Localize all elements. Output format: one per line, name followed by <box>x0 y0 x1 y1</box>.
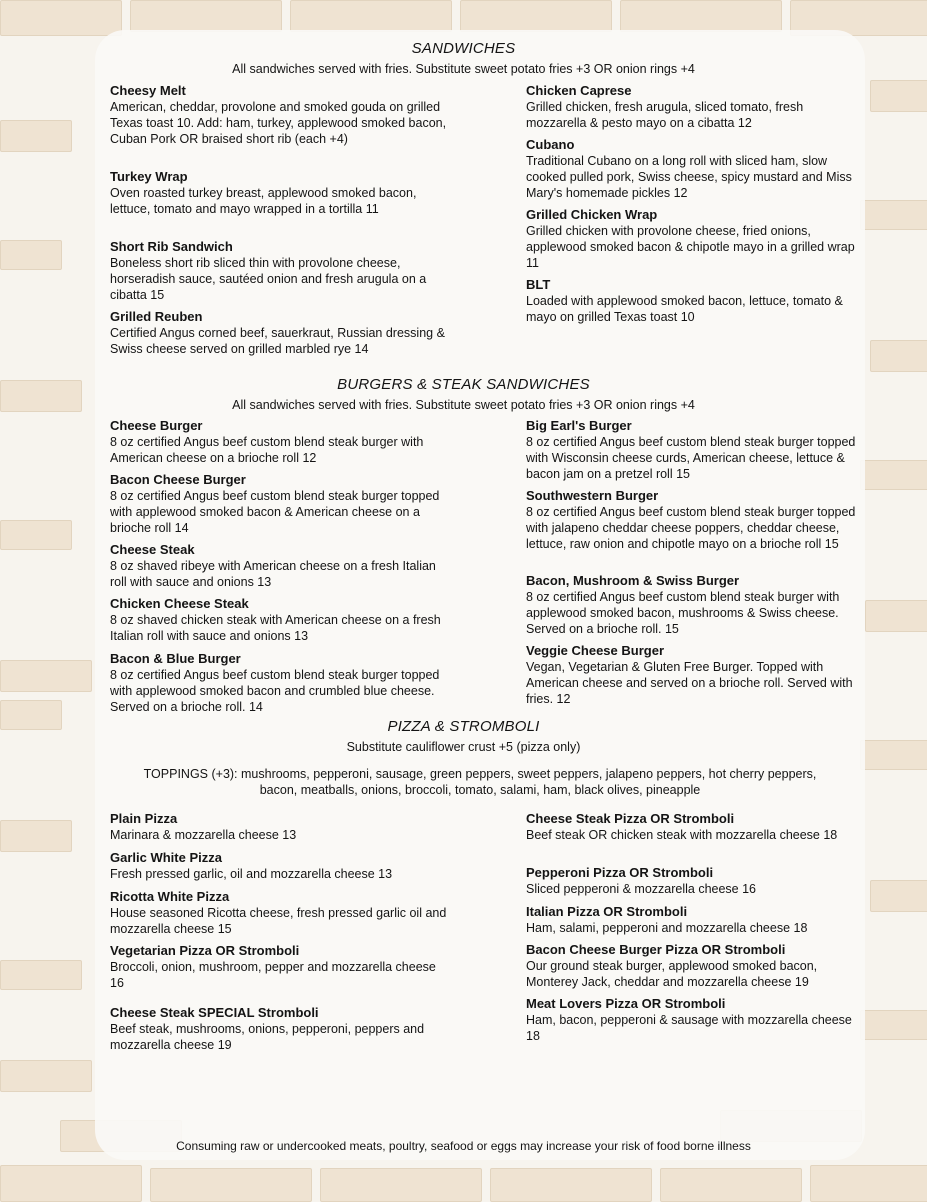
toppings-line: bacon, meatballs, onions, broccoli, tomato, salami, ham, black olives, pineapple <box>259 783 701 797</box>
item-description: Sliced pepperoni & mozzarella cheese 16 <box>526 882 756 896</box>
menu-item <box>110 1005 450 1053</box>
item-description: Broccoli, onion, mushroom, pepper and mozzarella cheese 16 <box>110 960 436 991</box>
menu-item <box>110 472 450 537</box>
item-name: Cubano <box>526 137 575 152</box>
menu-item <box>110 239 450 304</box>
item-name: Cheese Burger <box>110 418 203 433</box>
item-name: Cheese Steak Pizza OR Stromboli <box>526 811 735 826</box>
menu-item <box>526 942 866 990</box>
item-name: BLT <box>526 277 551 292</box>
item-description: Beef steak OR chicken steak with mozzarella cheese 18 <box>526 828 838 842</box>
item-description: Grilled chicken, fresh arugula, sliced tomato, fresh mozzarella & pesto mayo on a cibatta 12 <box>526 100 804 131</box>
item-description: Oven roasted turkey breast, applewood smoked bacon, lettuce, tomato and mayo wrapped in a tortilla 11 <box>110 186 417 217</box>
section-note-sandwiches: All sandwiches served with fries. Substitute sweet potato fries +3 OR onion rings +4 <box>232 62 695 76</box>
item-name: Grilled Chicken Wrap <box>526 207 658 222</box>
item-description: Traditional Cubano on a long roll with sliced ham, slow cooked pulled pork, Swiss cheese, spicy mustard and Miss Mary's homemade pickles 12 <box>526 154 852 201</box>
item-name: Plain Pizza <box>110 811 178 826</box>
item-description: 8 oz shaved ribeye with American cheese on a fresh Italian roll with sauce and onions 13 <box>110 559 436 590</box>
item-description: Certified Angus corned beef, sauerkraut, Russian dressing & Swiss cheese served on grilled marbled rye 14 <box>110 326 445 357</box>
toppings-list <box>110 766 850 798</box>
item-name: Garlic White Pizza <box>110 850 222 865</box>
item-description: Ham, bacon, pepperoni & sausage with mozzarella cheese 18 <box>526 1013 852 1044</box>
item-description: 8 oz certified Angus beef custom blend steak burger with applewood smoked bacon, mushrooms & Swiss cheese. Served on a brioche roll. 15 <box>526 590 840 637</box>
menu-item <box>526 811 866 843</box>
item-description: 8 oz certified Angus beef custom blend steak burger topped with jalapeno cheddar cheese poppers, cheddar cheese, lettuce, raw onion and chipotle mayo on a brioche roll 15 <box>526 505 856 552</box>
item-name: Cheesy Melt <box>110 83 186 98</box>
menu-item <box>110 83 450 148</box>
menu-item <box>110 651 450 716</box>
menu-item <box>526 83 866 131</box>
menu-item <box>110 542 450 590</box>
item-description: Beef steak, mushrooms, onions, pepperoni, peppers and mozzarella cheese 19 <box>110 1022 425 1053</box>
item-name: Grilled Reuben <box>110 309 203 324</box>
menu-item <box>526 865 866 897</box>
item-description: Fresh pressed garlic, oil and mozzarella cheese 13 <box>110 867 393 881</box>
item-description: Marinara & mozzarella cheese 13 <box>110 828 297 842</box>
item-description: House seasoned Ricotta cheese, fresh pressed garlic oil and mozzarella cheese 15 <box>110 906 447 937</box>
menu-item <box>110 596 450 644</box>
menu-item <box>110 169 450 217</box>
section-note-pizza: Substitute cauliflower crust +5 (pizza only) <box>346 740 581 754</box>
item-description: 8 oz certified Angus beef custom blend steak burger topped with applewood smoked bacon and crumbled blue cheese. Served on a brioche roll. 14 <box>110 668 440 715</box>
menu-item <box>526 488 866 553</box>
menu-item <box>526 207 866 272</box>
section-title-burgers: BURGERS & STEAK SANDWICHES <box>337 376 590 393</box>
item-description: Grilled chicken with provolone cheese, fried onions, applewood smoked bacon & chipotle mayo in a grilled wrap 11 <box>526 224 855 271</box>
section-note-burgers: All sandwiches served with fries. Substitute sweet potato fries +3 OR onion rings +4 <box>232 398 695 412</box>
menu-item <box>526 418 866 483</box>
item-description: American, cheddar, provolone and smoked gouda on grilled Texas toast 10. Add: ham, turkey, applewood smoked bacon, Cuban Pork OR braised short rib (each +4) <box>110 100 447 147</box>
menu-item <box>110 850 450 882</box>
menu-item <box>526 277 866 325</box>
item-description: Vegan, Vegetarian & Gluten Free Burger. Topped with American cheese and served on a brioche roll. Served with fries. 12 <box>526 660 853 707</box>
item-description: 8 oz shaved chicken steak with American cheese on a fresh Italian roll with sauce and onions 13 <box>110 613 441 644</box>
item-name: Southwestern Burger <box>526 488 659 503</box>
menu-item <box>526 643 866 708</box>
item-name: Chicken Cheese Steak <box>110 596 249 611</box>
item-name: Short Rib Sandwich <box>110 239 233 254</box>
item-name: Vegetarian Pizza OR Stromboli <box>110 943 300 958</box>
item-description: Boneless short rib sliced thin with provolone cheese, horseradish sauce, sautéed onion and fresh arugula on a cibatta 15 <box>110 256 427 303</box>
toppings-line: TOPPINGS (+3): mushrooms, pepperoni, sausage, green peppers, sweet peppers, jalapeno peppers, hot cherry peppers, <box>143 767 817 781</box>
menu-item <box>110 943 450 991</box>
item-name: Bacon Cheese Burger Pizza OR Stromboli <box>526 942 786 957</box>
item-name: Bacon, Mushroom & Swiss Burger <box>526 573 740 588</box>
menu-item <box>526 904 866 936</box>
food-safety-disclaimer: Consuming raw or undercooked meats, poultry, seafood or eggs may increase your risk of food borne illness <box>176 1139 751 1153</box>
item-name: Turkey Wrap <box>110 169 188 184</box>
menu-item <box>526 137 866 202</box>
item-description: Ham, salami, pepperoni and mozzarella cheese 18 <box>526 921 808 935</box>
menu-item <box>526 996 866 1044</box>
item-name: Meat Lovers Pizza OR Stromboli <box>526 996 726 1011</box>
item-name: Veggie Cheese Burger <box>526 643 664 658</box>
menu-item <box>526 573 866 638</box>
item-name: Ricotta White Pizza <box>110 889 230 904</box>
section-title-sandwiches: SANDWICHES <box>411 40 516 57</box>
item-name: Bacon & Blue Burger <box>110 651 241 666</box>
menu-item <box>110 309 450 357</box>
item-description: Loaded with applewood smoked bacon, lettuce, tomato & mayo on grilled Texas toast 10 <box>526 294 843 325</box>
menu-item <box>110 811 450 843</box>
item-name: Bacon Cheese Burger <box>110 472 246 487</box>
menu-item <box>110 418 450 466</box>
item-description: Our ground steak burger, applewood smoked bacon, Monterey Jack, cheddar and mozzarella cheese 19 <box>526 959 818 990</box>
item-name: Pepperoni Pizza OR Stromboli <box>526 865 714 880</box>
item-name: Chicken Caprese <box>526 83 632 98</box>
item-name: Italian Pizza OR Stromboli <box>526 904 688 919</box>
item-description: 8 oz certified Angus beef custom blend steak burger topped with applewood smoked bacon & American cheese on a brioche roll 14 <box>110 489 440 536</box>
section-title-pizza: PIZZA & STROMBOLI <box>387 718 540 735</box>
item-name: Cheese Steak SPECIAL Stromboli <box>110 1005 319 1020</box>
menu-item <box>110 889 450 937</box>
item-name: Big Earl's Burger <box>526 418 632 433</box>
item-description: 8 oz certified Angus beef custom blend steak burger topped with Wisconsin cheese curds, American cheese, lettuce & bacon jam on a pretzel roll 15 <box>526 435 856 482</box>
item-description: 8 oz certified Angus beef custom blend steak burger with American cheese on a brioche roll 12 <box>110 435 424 466</box>
item-name: Cheese Steak <box>110 542 195 557</box>
